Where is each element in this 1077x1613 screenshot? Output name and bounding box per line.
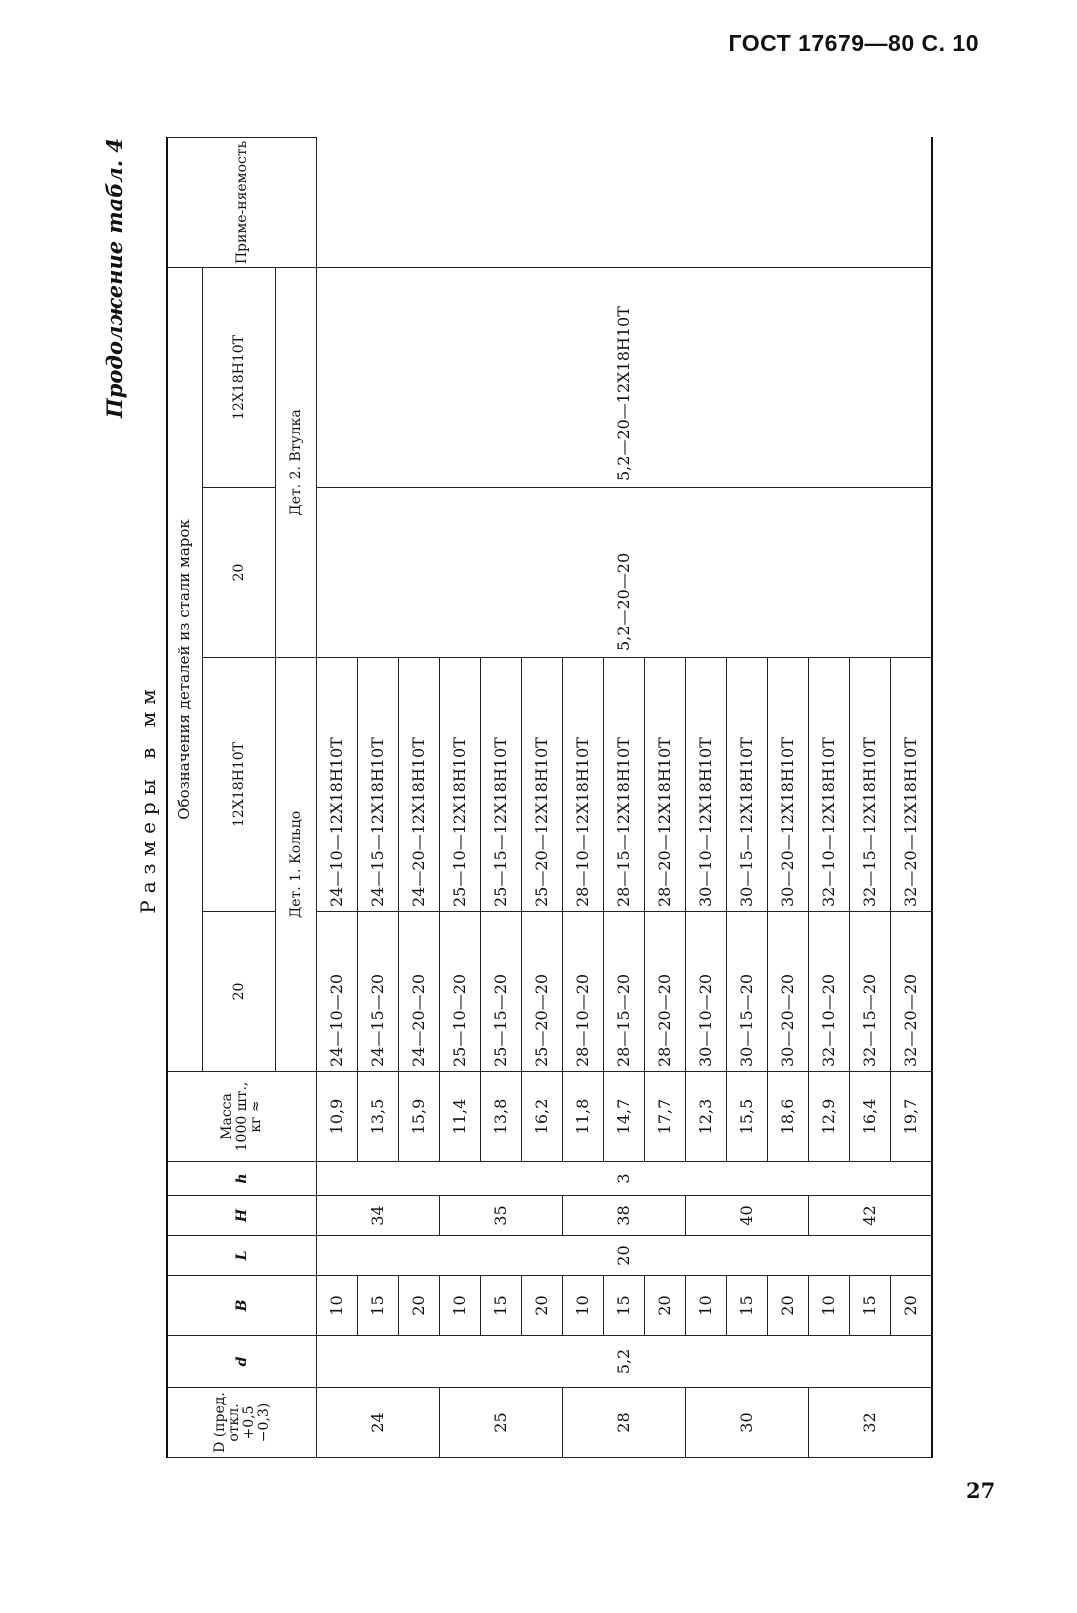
cell-H: 38 [563,1196,686,1236]
cell-det1-12x: 25—15—12Х18Н10Т [481,658,522,912]
cell-det1-12x: 30—20—12Х18Н10Т [768,658,809,912]
cell-det1-20: 25—15—20 [481,912,522,1072]
cell-B: 15 [481,1276,522,1336]
cell-h-shared: 3 [317,1162,933,1196]
col-H-header: H [167,1196,317,1236]
col-mass-header: Масса 1000 шт., кг ≈ [167,1072,317,1162]
cell-det1-12x: 32—10—12Х18Н10Т [809,658,850,912]
cell-det1-12x: 32—15—12Х18Н10Т [850,658,891,912]
cell-mass: 10,9 [317,1072,358,1162]
cell-L-shared: 20 [317,1236,933,1276]
designation-group-header: Обозначения деталей из стали марок [167,267,203,1071]
cell-mass: 15,5 [727,1072,768,1162]
cell-B: 10 [440,1276,481,1336]
cell-B: 15 [850,1276,891,1336]
cell-D: 24 [317,1388,440,1458]
col-applicability-header: Приме-няемость [167,137,317,267]
cell-det1-20: 30—10—20 [686,912,727,1072]
cell-H: 34 [317,1196,440,1236]
cell-det1-20: 25—20—20 [522,912,563,1072]
cell-det1-12x: 25—10—12Х18Н10Т [440,658,481,912]
cell-mass: 13,5 [358,1072,399,1162]
cell-B: 10 [686,1276,727,1336]
cell-mass: 19,7 [891,1072,933,1162]
cell-det2-20-shared: 5,2—20—20 [317,488,933,658]
cell-D: 25 [440,1388,563,1458]
det2-header: Дет. 2. Втулка [276,267,317,657]
cell-mass: 13,8 [481,1072,522,1162]
cell-mass: 14,7 [604,1072,645,1162]
cell-mass: 16,2 [522,1072,563,1162]
cell-det1-20: 28—15—20 [604,912,645,1072]
cell-mass: 17,7 [645,1072,686,1162]
cell-d-shared: 5,2 [317,1336,933,1388]
cell-det1-12x: 28—15—12Х18Н10Т [604,658,645,912]
cell-B: 10 [317,1276,358,1336]
col-B-header: B [167,1276,317,1336]
cell-mass: 12,3 [686,1072,727,1162]
col-D-header: D (пред. откл. +0,5 −0,3) [167,1388,317,1458]
cell-det1-20: 24—15—20 [358,912,399,1072]
table-caption: Продолжение табл. 4 [102,138,127,419]
cell-det1-20: 25—10—20 [440,912,481,1072]
cell-D: 28 [563,1388,686,1458]
col-d-header: d [167,1336,317,1388]
cell-det1-20: 32—10—20 [809,912,850,1072]
dimensions-table [166,137,933,1458]
cell-det1-20: 30—15—20 [727,912,768,1072]
cell-H: 35 [440,1196,563,1236]
cell-mass: 12,9 [809,1072,850,1162]
cell-det1-20: 24—20—20 [399,912,440,1072]
cell-B: 15 [358,1276,399,1336]
rotated-table-block [102,138,1002,1458]
cell-B: 10 [563,1276,604,1336]
col-h-header: h [167,1162,317,1196]
units-label: Размеры в мм [136,682,160,914]
cell-det1-20: 24—10—20 [317,912,358,1072]
cell-H: 40 [686,1196,809,1236]
cell-B: 20 [399,1276,440,1336]
cell-det1-20: 30—20—20 [768,912,809,1072]
header-code: ГОСТ 17679—80 С. 10 [728,30,979,56]
cell-D: 32 [809,1388,933,1458]
cell-mass: 15,9 [399,1072,440,1162]
det1-header: Дет. 1. Кольцо [276,658,317,1072]
cell-mass: 11,8 [563,1072,604,1162]
cell-det1-20: 32—20—20 [891,912,933,1072]
table-row [317,137,358,1457]
cell-mass: 18,6 [768,1072,809,1162]
cell-applicability [317,137,933,267]
cell-det1-12x: 24—20—12Х18Н10Т [399,658,440,912]
det2-steel-20-header: 20 [203,488,276,658]
cell-det1-12x: 24—15—12Х18Н10Т [358,658,399,912]
cell-mass: 16,4 [850,1072,891,1162]
det2-steel-12x-header: 12Х18Н10Т [203,267,276,487]
cell-det2-12x-shared: 5,2—20—12Х18Н10Т [317,267,933,487]
cell-det1-20: 28—20—20 [645,912,686,1072]
cell-det1-12x: 25—20—12Х18Н10Т [522,658,563,912]
cell-B: 20 [645,1276,686,1336]
det1-steel-20-header: 20 [203,912,276,1072]
cell-det1-12x: 28—10—12Х18Н10Т [563,658,604,912]
cell-det1-12x: 28—20—12Х18Н10Т [645,658,686,912]
cell-B: 20 [522,1276,563,1336]
cell-B: 20 [768,1276,809,1336]
cell-D: 30 [686,1388,809,1458]
cell-B: 15 [727,1276,768,1336]
col-L-header: L [167,1236,317,1276]
cell-det1-12x: 30—10—12Х18Н10Т [686,658,727,912]
cell-det1-12x: 32—20—12Х18Н10Т [891,658,933,912]
cell-mass: 11,4 [440,1072,481,1162]
cell-det1-20: 28—10—20 [563,912,604,1072]
det1-steel-12x-header: 12Х18Н10Т [203,658,276,912]
cell-det1-12x: 24—10—12Х18Н10Т [317,658,358,912]
cell-B: 10 [809,1276,850,1336]
page-number: 27 [966,1478,996,1503]
cell-H: 42 [809,1196,933,1236]
cell-det1-20: 32—15—20 [850,912,891,1072]
cell-B: 20 [891,1276,933,1336]
cell-B: 15 [604,1276,645,1336]
cell-det1-12x: 30—15—12Х18Н10Т [727,658,768,912]
